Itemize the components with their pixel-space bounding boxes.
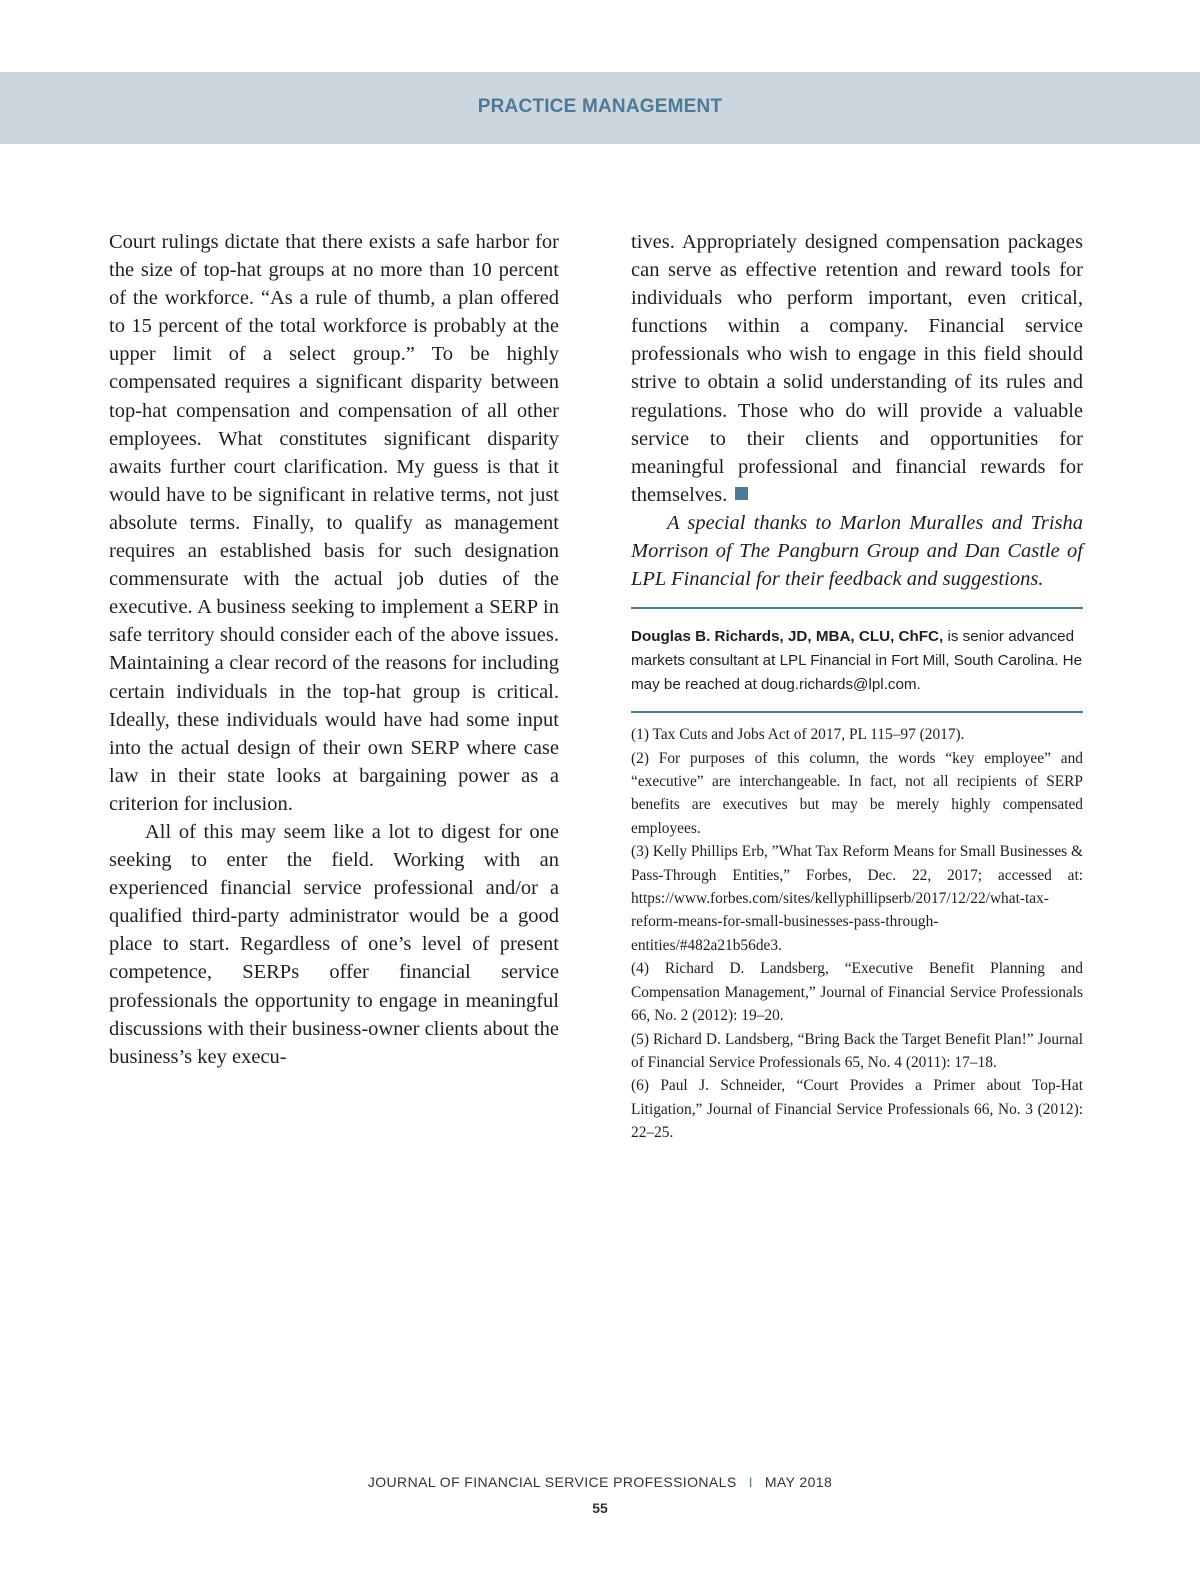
left-column (109, 228, 559, 1071)
endnotes (631, 713, 1083, 1144)
body-paragraph (631, 228, 1083, 509)
endnote: (1) Tax Cuts and Jobs Act of 2017, PL 115–97 (2017). (631, 726, 965, 744)
author-name: Douglas B. Richards, JD, MBA, CLU, ChFC, (631, 628, 944, 646)
author-bio-text: is senior advanced markets consultant at LPL Financial in Fort Mill, South Carolina. He may be reached at doug.richards@lpl.com. (631, 628, 1083, 694)
section-title: PRACTICE MANAGEMENT (477, 96, 723, 117)
footer-separator: I (748, 1474, 753, 1490)
endnote: (6) Paul J. Schneider, “Court Provides a Primer about Top-Hat Litigation,” Journal of Financial Service Professionals 66, No. 3 (2012): 22–25. (631, 1077, 1083, 1142)
endnote: (5) Richard D. Landsberg, “Bring Back the Target Benefit Plan!” Journal of Financial Service Professionals 65, No. 4 (2011): 17–18. (631, 1030, 1083, 1071)
journal-name: JOURNAL OF FINANCIAL SERVICE PROFESSIONALS (367, 1474, 737, 1490)
running-footer (0, 1474, 1200, 1490)
endnote: (3) Kelly Phillips Erb, ”What Tax Reform Means for Small Businesses & Pass-Through Entities,” Forbes, Dec. 22, 2017; accessed at: https://www.forbes.com/sites/kellyphillipserb/2017/12/22/what-tax-reform-means-for-small-businesses-pass-through-entities/#482a21b56de3. (631, 843, 1083, 954)
page-number: 55 (592, 1500, 608, 1516)
endnote: (4) Richard D. Landsberg, “Executive Benefit Planning and Compensation Management,” Journal of Financial Service Professionals 66, No. 2 (2012): 19–20. (631, 960, 1083, 1025)
right-column (631, 228, 1083, 1145)
endnote: (2) For purposes of this column, the words “key employee” and “executive” are interchangeable. In fact, not all recipients of SERP benefits are executives but may be merely highly compensated employees. (631, 749, 1083, 837)
acknowledgment: A special thanks to Marlon Muralles and Trisha Morrison of The Pangburn Group and Dan Castle of LPL Financial for their feedback and suggestions. (631, 511, 1083, 591)
body-paragraph-text: tives. Appropriately designed compensation packages can serve as effective retention and reward tools for individuals who perform important, even critical, functions within a company. Financial service professionals who wish to engage in this field should strive to obtain a solid understanding of its rules and regulations. Those who do will provide a valuable service to their clients and opportunities for meaningful professional and financial rewards for themselves. (631, 231, 1083, 506)
author-bio (631, 609, 1083, 711)
body-paragraph: Court rulings dictate that there exists a safe harbor for the size of top-hat groups at no more than 10 percent of the workforce. “As a rule of thumb, a plan offered to 15 percent of the total workforce is probably at the upper limit of a select group.” To be highly compensated requires a significant disparity between top-hat compensation and compensation of all other employees. What constitutes significant disparity awaits further court clarification. My guess is that it would have to be significant in relative terms, not just absolute terms. Finally, to qualify as management requires an established basis for such designation commensurate with the actual job duties of the executive. A business seeking to implement a SERP in safe territory should consider each of the above issues. Maintaining a clear record of the reasons for including certain individuals in the top-hat group is critical. Ideally, these individuals would have had some input into the actual design of their own SERP where case law in their state looks at bargaining power as a criterion for inclusion. (109, 231, 559, 815)
end-mark-icon (735, 487, 748, 500)
body-paragraph: All of this may seem like a lot to digest for one seeking to enter the field. Working with an experienced financial service professional and/or a qualified third-party administrator would be a good place to start. Regardless of one’s level of present competence, SERPs offer financial service professionals the opportunity to engage in meaningful discussions with their business-owner clients about the business’s key execu- (109, 820, 559, 1068)
issue-date: MAY 2018 (764, 1474, 833, 1490)
